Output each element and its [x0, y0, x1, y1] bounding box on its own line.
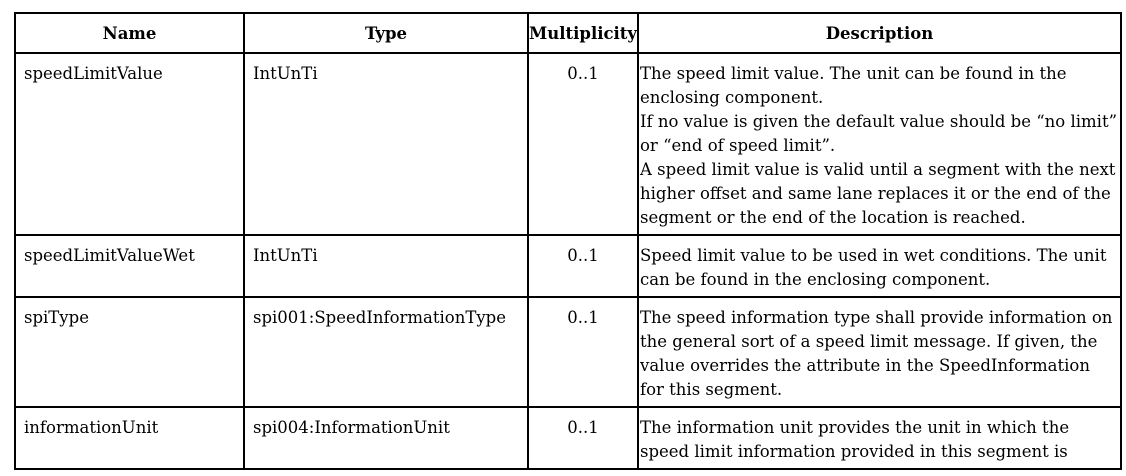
- description-paragraph: Speed limit value to be used in wet conditions. The unit can be found in the enclosing component.: [640, 246, 1107, 289]
- table-row: [15, 53, 1121, 235]
- cell-name: speedLimitValueWet: [15, 235, 244, 297]
- cell-multiplicity: 0..1: [528, 297, 638, 407]
- attribute-table: [14, 12, 1122, 470]
- cell-type: IntUnTi: [244, 235, 528, 297]
- cell-description: [638, 297, 1121, 407]
- header-name: Name: [15, 13, 244, 53]
- table-row: [15, 407, 1121, 469]
- description-paragraph: The information unit provides the unit in which the speed limit information provided in this segment is: [640, 418, 1070, 461]
- header-type: Type: [244, 13, 528, 53]
- header-description: Description: [638, 13, 1121, 53]
- cell-multiplicity: 0..1: [528, 407, 638, 469]
- cell-name: spiType: [15, 297, 244, 407]
- description-paragraph: The speed information type shall provide information on the general sort of a speed limit message. If given, the value overrides the attribute in the SpeedInformation for this segment.: [640, 308, 1113, 399]
- table-header-row: [15, 13, 1121, 53]
- description-paragraph: A speed limit value is valid until a segment with the next higher offset and same lane replaces it or the end of the segment or the end of the location is reached.: [640, 160, 1116, 227]
- cell-type: IntUnTi: [244, 53, 528, 235]
- cell-name: speedLimitValue: [15, 53, 244, 235]
- description-paragraph: If no value is given the default value should be “no limit” or “end of speed limit”.: [640, 112, 1118, 155]
- cell-multiplicity: 0..1: [528, 53, 638, 235]
- table-row: [15, 235, 1121, 297]
- table-row: [15, 297, 1121, 407]
- cell-description: [638, 407, 1121, 469]
- cell-type: spi004:InformationUnit: [244, 407, 528, 469]
- cell-name: informationUnit: [15, 407, 244, 469]
- cell-description: [638, 235, 1121, 297]
- description-paragraph: The speed limit value. The unit can be found in the enclosing component.: [640, 64, 1067, 107]
- cell-type: spi001:SpeedInformationType: [244, 297, 528, 407]
- header-multiplicity: Multiplicity: [528, 13, 638, 53]
- cell-multiplicity: 0..1: [528, 235, 638, 297]
- cell-description: [638, 53, 1121, 235]
